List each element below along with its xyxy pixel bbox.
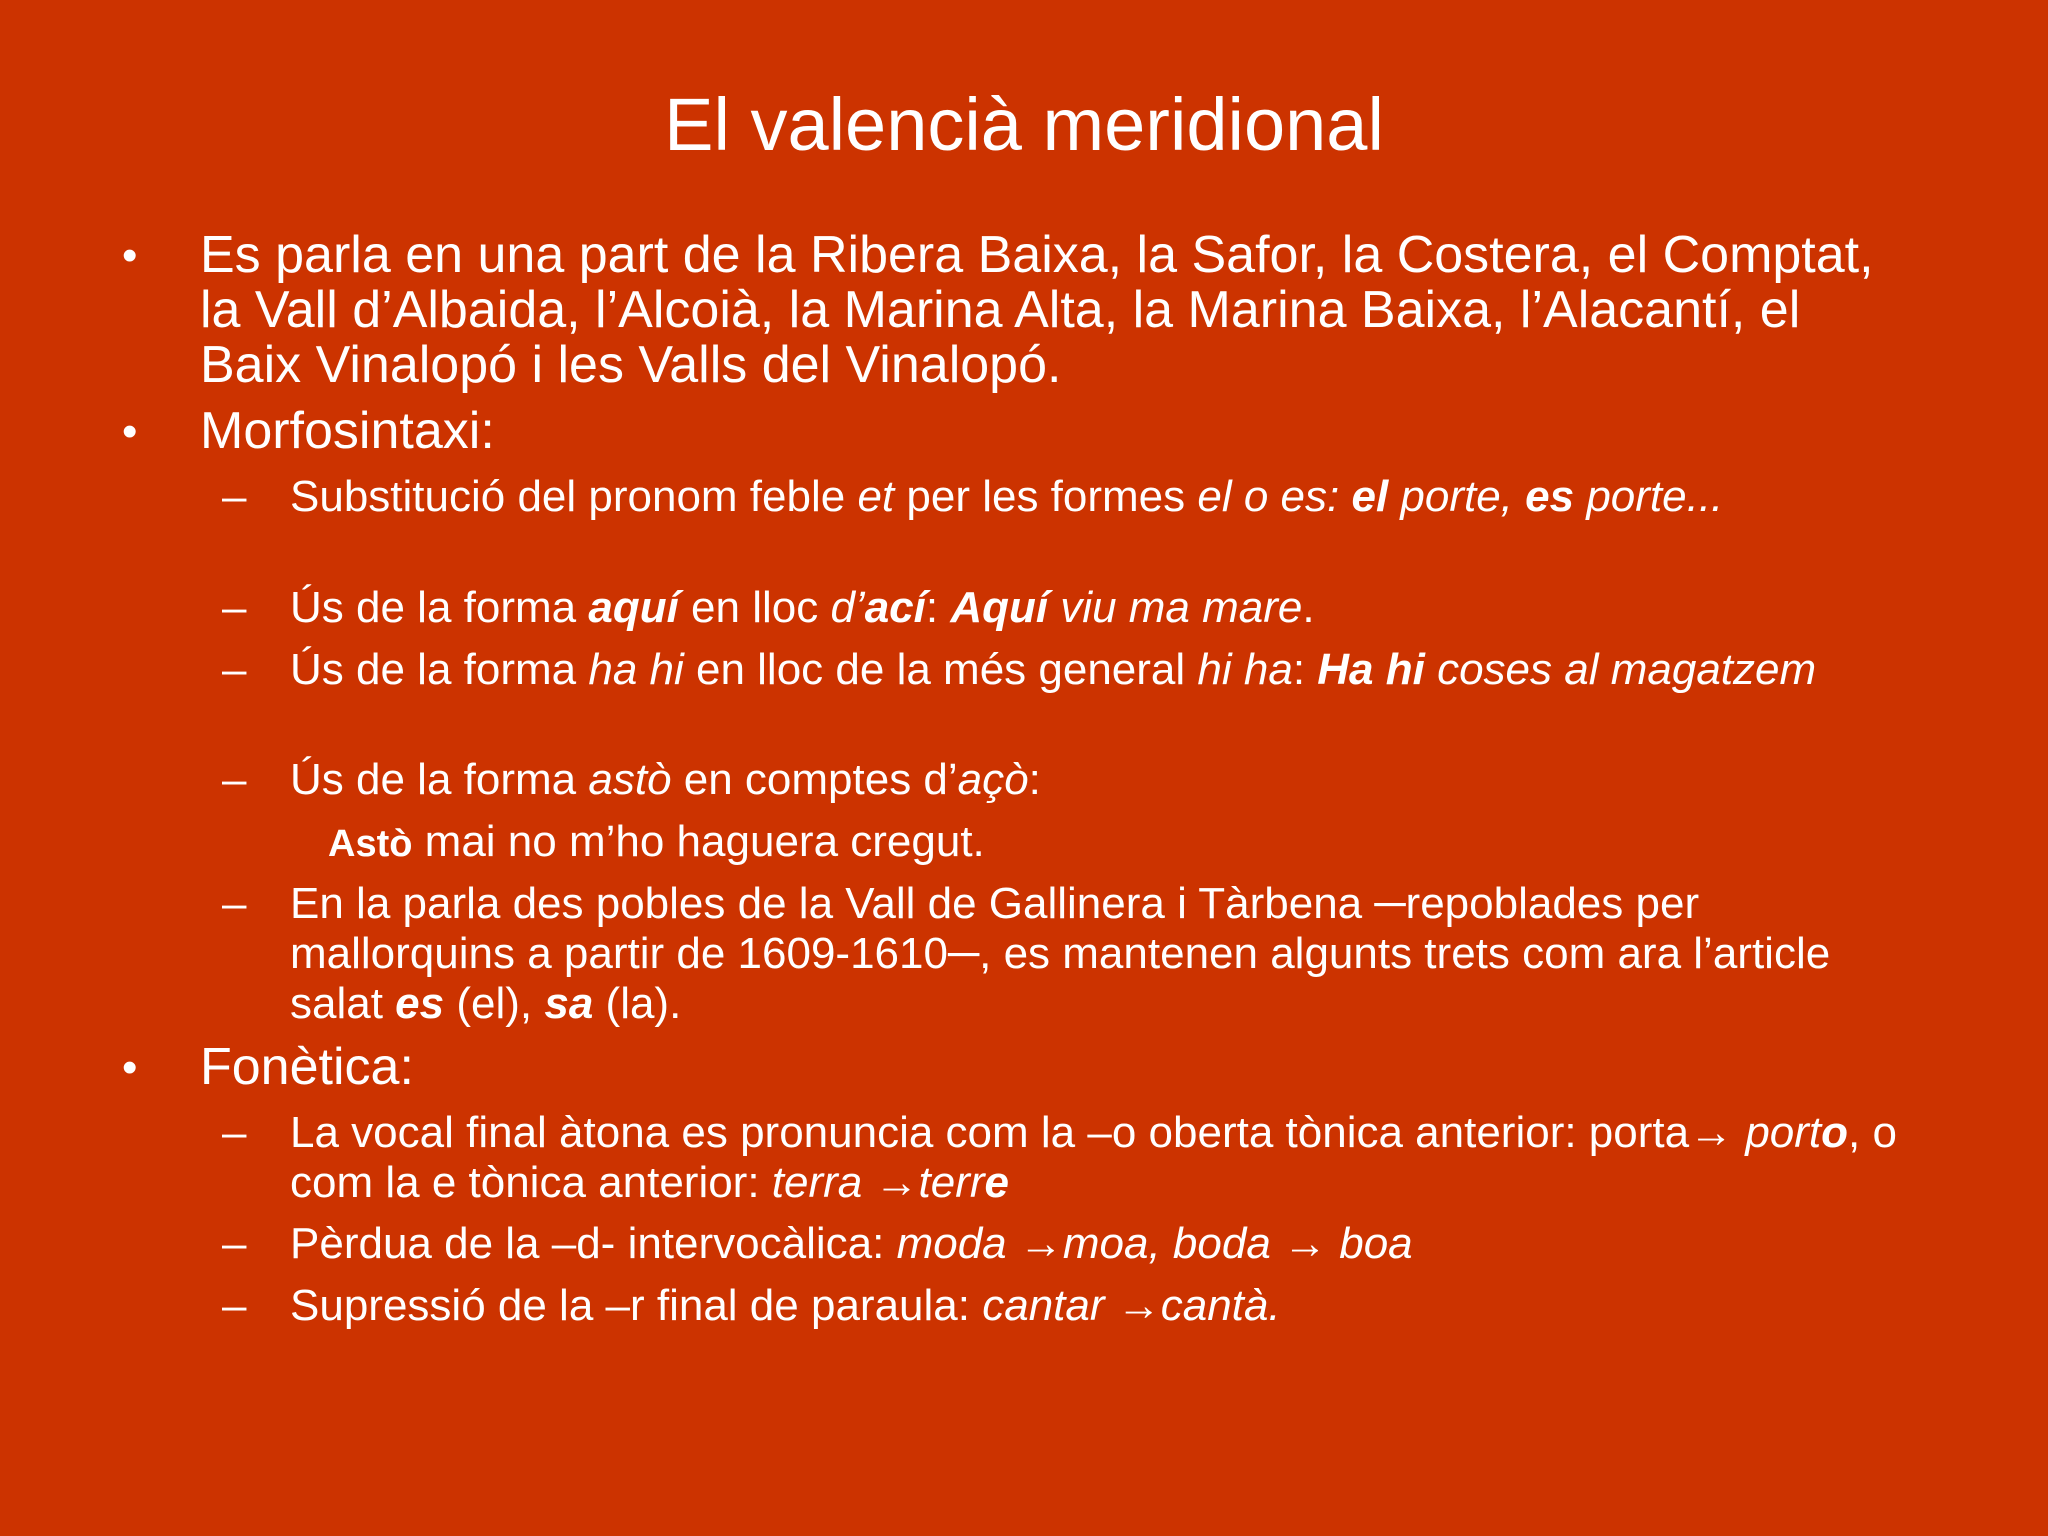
subitem-text: En la parla des pobles de la Vall de Gallinera i Tàrbena ─repoblades per mallorquins a partir de 1609-1610─, es mantenen algunts trets com ara l’article salat (290, 879, 1831, 1028)
subitem-text: , o com la e tònica anterior: (290, 1108, 1897, 1207)
dash-icon: – (222, 472, 247, 521)
subitem-gallinera (222, 879, 1930, 1029)
subitem-text: Substitució del pronom feble (290, 472, 858, 521)
subitem-bold-italic: sa (544, 979, 594, 1028)
dash-icon: – (222, 879, 247, 928)
subitem-bold-italic: o (1821, 1108, 1849, 1157)
example-asto (328, 817, 1928, 869)
subitem-italic: et (857, 472, 895, 521)
dash-icon: – (222, 1281, 247, 1330)
subitem-text: Supressió de la –r final de paraula: (290, 1281, 983, 1330)
subitem-perdua-d (222, 1219, 1930, 1269)
subitem-italic: açò (957, 755, 1029, 804)
subitem-text: : (1028, 755, 1041, 804)
subitem-bold-italic: ací (864, 583, 926, 632)
subitem-italic: cantar →cantà. (982, 1281, 1281, 1330)
dash-icon: – (222, 645, 247, 694)
subitem-bold-italic: es (395, 979, 445, 1028)
subitem-italic: viu ma mare (1048, 583, 1303, 632)
subitem-bold-italic: e (984, 1158, 1009, 1207)
bullet-item-location (122, 226, 1900, 394)
example-text: mai no m’ho haguera cregut. (412, 817, 985, 866)
example-bold: Astò (328, 823, 413, 865)
subitem-bold-italic: el (1351, 472, 1389, 521)
bullet-icon: • (122, 231, 138, 280)
subitem-text: Ús de la forma (290, 583, 589, 632)
subitem-italic: d’ (830, 583, 865, 632)
subitem-ha-hi (222, 645, 1930, 695)
subitem-text: en lloc (678, 583, 831, 632)
subitem-italic: astò (588, 755, 672, 804)
subitem-text: per les formes (894, 472, 1198, 521)
slide-title: El valencià meridional (664, 83, 1384, 166)
subitem-italic: port (1745, 1108, 1822, 1157)
bullet-text: Morfosintaxi: (200, 402, 495, 460)
subitem-bold-italic: Ha hi (1317, 645, 1425, 694)
bullet-text: Es parla en una part de la Ribera Baixa, la Safor, la Costera, el Comptat, la Vall d’Albaida, l’Alcoià, la Marina Alta, la Marina Baixa, l’Alacantí, el Baix Vinalopó i les Valls del Vinalopó. (200, 226, 1874, 394)
subitem-italic: coses al magatzem (1424, 645, 1817, 694)
dash-icon: – (222, 1108, 247, 1157)
subitem-text: en lloc de la més general (683, 645, 1198, 694)
subitem-text: Pèrdua de la –d- intervocàlica: (290, 1219, 897, 1268)
bullet-icon: • (122, 407, 138, 456)
subitem-asto (222, 755, 1930, 805)
subitem-bold-italic: es (1525, 472, 1575, 521)
bullet-icon: • (122, 1043, 138, 1092)
dash-icon: – (222, 1219, 247, 1268)
subitem-vocal-final (222, 1108, 1930, 1208)
subitem-text: (el), (444, 979, 545, 1028)
subitem-italic: hi ha (1197, 645, 1293, 694)
subitem-italic: ha hi (588, 645, 684, 694)
subitem-text: La vocal final àtona es pronuncia com la –o oberta tònica anterior: porta→ (290, 1108, 1746, 1157)
bullet-text: Fonètica: (200, 1038, 414, 1096)
subitem-text: (la). (593, 979, 682, 1028)
subitem-bold-italic: Aquí (950, 583, 1049, 632)
subitem-text: . (1302, 583, 1315, 632)
subitem-text: : (925, 583, 951, 632)
subitem-bold-italic: aquí (588, 583, 679, 632)
subitem-pronom-feble (222, 472, 1930, 522)
dash-icon: – (222, 583, 247, 632)
subitem-text: Ús de la forma (290, 755, 589, 804)
bullet-item-fonetica (122, 1038, 1900, 1096)
subitem-italic: terra →terr (771, 1158, 985, 1207)
subitem-italic: moda →moa, boda → boa (896, 1219, 1413, 1268)
subitem-text: : (1292, 645, 1318, 694)
subitem-text: Ús de la forma (290, 645, 589, 694)
subitem-text: en comptes d’ (671, 755, 958, 804)
dash-icon: – (222, 755, 247, 804)
subitem-supressio-r (222, 1281, 1930, 1331)
subitem-italic: porte, (1388, 472, 1526, 521)
subitem-italic: porte... (1574, 472, 1724, 521)
subitem-italic: el o es: (1197, 472, 1352, 521)
subitem-aqui (222, 583, 1930, 633)
bullet-item-morfosintaxi (122, 402, 1900, 460)
